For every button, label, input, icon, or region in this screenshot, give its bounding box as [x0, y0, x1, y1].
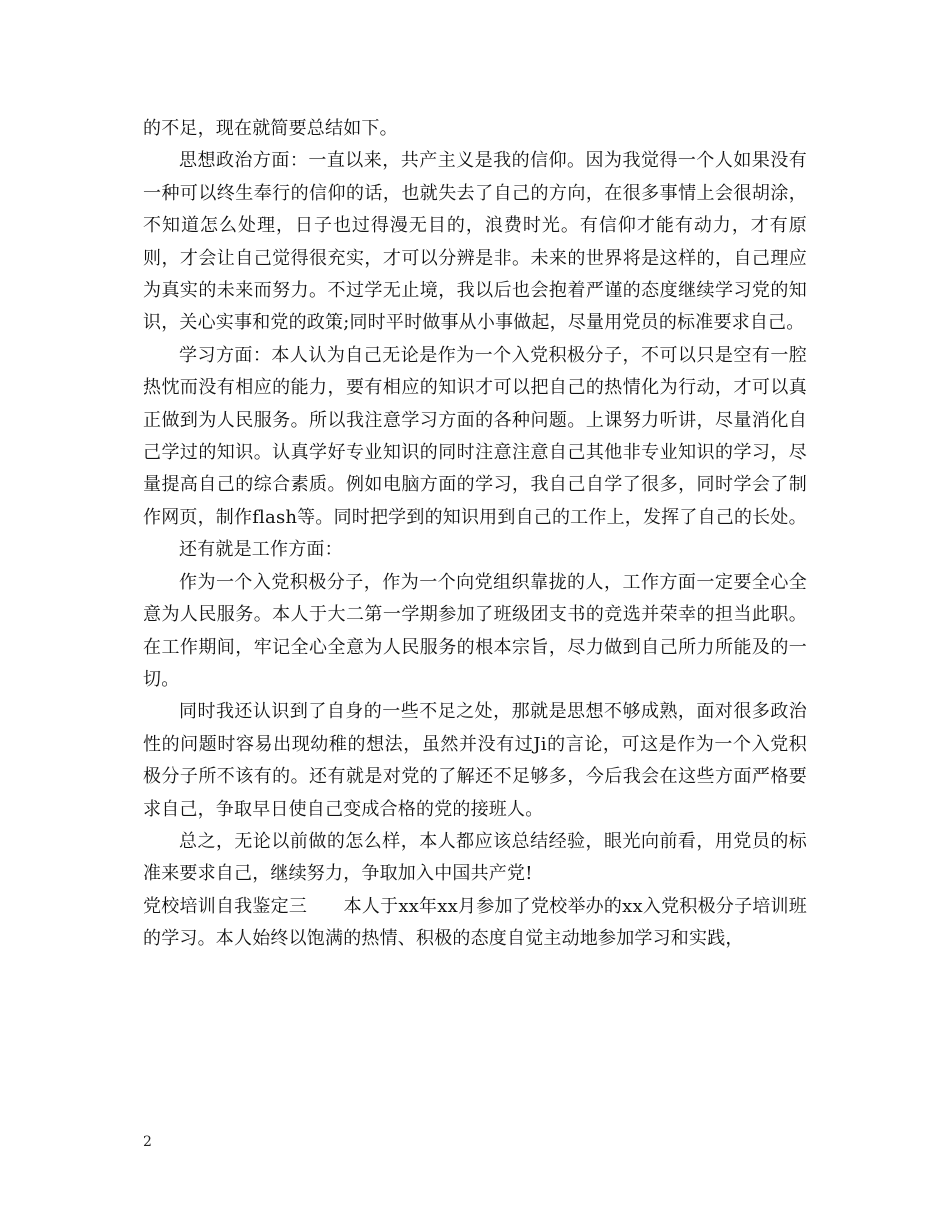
section-body: 本人于xx年xx月参加了党校举办的xx入党积极分子培训班的学习。本人始终以饱满的热情、积极的态度自觉主动地参加学习和实践，: [143, 895, 807, 950]
page-number: 2: [143, 1134, 152, 1150]
paragraph-study: 学习方面：本人认为自己无论是作为一个入党积极分子，不可以只是空有一腔热忱而没有相应的能力，要有相应的知识才可以把自己的热情化为行动，才可以真正做到为人民服务。所以我注意学习方面的各种问题。上课努力听讲，尽量消化自己学过的知识。认真学好专业知识的同时注意注意自己其他非专业知识的学习，尽量提高自己的综合素质。例如电脑方面的学习，我自己自学了很多，同时学会了制作网页，制作flash等。同时把学到的知识用到自己的工作上，发挥了自己的长处。: [143, 344, 807, 528]
paragraph-conclusion: 总之，无论以前做的怎么样，本人都应该总结经验，眼光向前看，用党员的标准来要求自己，继续努力，争取加入中国共产党!: [143, 830, 807, 885]
paragraph-continuation: 的不足，现在就简要总结如下。: [143, 118, 398, 139]
section-three: [143, 891, 807, 956]
section-gap: [307, 896, 343, 917]
section-heading: 党校培训自我鉴定三: [143, 895, 308, 917]
paragraph-shortcomings: 同时我还认识到了自身的一些不足之处，那就是思想不够成熟，面对很多政治性的问题时容易出现幼稚的想法，虽然并没有过Ji的言论，可这是作为一个入党积极分子所不该有的。还有就是对党的了解还不足够多，今后我会在这些方面严格要求自己，争取早日使自己变成合格的党的接班人。: [143, 701, 807, 820]
paragraph-work-heading: 还有就是工作方面：: [179, 539, 343, 561]
paragraph-political-thought: 思想政治方面：一直以来，共产主义是我的信仰。因为我觉得一个人如果没有一种可以终生奉行的信仰的话，也就失去了自己的方向，在很多事情上会很胡涂，不知道怎么处理，日子也过得漫无目的，浪费时光。有信仰才能有动力，才有原则，才会让自己觉得很充实，才可以分辨是非。未来的世界将是这样的，自己理应为真实的未来而努力。不过学无止境，我以后也会抱着严谨的态度继续学习党的知识，关心实事和党的政策;同时平时做事从小事做起，尽量用党员的标准要求自己。: [143, 150, 807, 334]
document-body: [143, 113, 807, 956]
paragraph-work: 作为一个入党积极分子，作为一个向党组织靠拢的人，工作方面一定要全心全意为人民服务。本人于大二第一学期参加了班级团支书的竞选并荣幸的担当此职。在工作期间，牢记全心全意为人民服务的根本宗旨，尽力做到自己所力所能及的一切。: [143, 571, 807, 690]
